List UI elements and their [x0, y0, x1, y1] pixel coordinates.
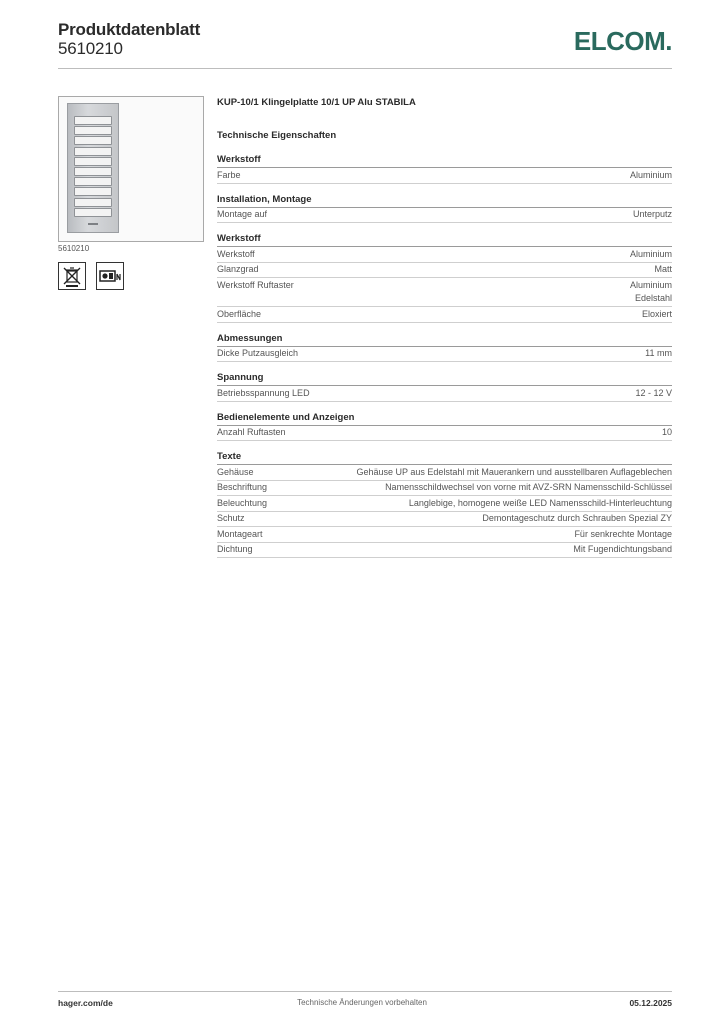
property-row [217, 426, 672, 442]
header [58, 20, 672, 70]
weee-crossed-bin-icon [58, 262, 86, 290]
footer-divider [58, 991, 672, 992]
property-label: Schutz [217, 513, 245, 523]
section-title: Texte [217, 450, 672, 465]
property-value: Aluminium [629, 248, 672, 259]
property-row [217, 496, 672, 512]
property-value: Langlebige, homogene weiße LED Namensschild-Hinterleuchtung [408, 497, 672, 508]
product-details [217, 96, 672, 567]
property-value-line: Aluminium [629, 279, 672, 290]
plate-push-button [74, 157, 112, 166]
property-label: Werkstoff [217, 248, 255, 259]
property-value: Namensschildwechsel von vorne mit AVZ-SRN Namensschild-Schlüssel [385, 482, 672, 492]
property-row [217, 347, 672, 363]
property-value: Mit Fugendichtungsband [573, 544, 672, 554]
document-title: Produktdatenblatt [58, 20, 201, 39]
property-section [217, 332, 672, 363]
property-label: Beschriftung [217, 482, 268, 492]
property-label: Dicke Putzausgleich [217, 348, 299, 358]
doorbell-plate-illustration [67, 103, 119, 233]
property-label: Oberfläche [217, 308, 262, 319]
property-label: Betriebsspannung LED [217, 387, 310, 398]
property-value: Aluminium [629, 169, 672, 180]
section-title: Bedienelemente und Anzeigen [217, 411, 672, 426]
property-row [217, 512, 672, 528]
document-number: 5610210 [58, 39, 123, 58]
product-image [58, 96, 204, 242]
property-value: Demontageschutz durch Schrauben Spezial ZY [482, 513, 672, 523]
property-value: Eloxiert [641, 308, 672, 319]
property-label: Dichtung [217, 544, 253, 554]
header-divider [58, 68, 672, 69]
plate-push-button [74, 136, 112, 145]
section-title: Werkstoff [217, 153, 672, 168]
footer-website: hager.com/de [58, 998, 113, 1008]
property-label: Anzahl Ruftasten [217, 427, 286, 437]
footer-date: 05.12.2025 [629, 998, 672, 1008]
property-value: Unterputz [632, 209, 672, 219]
section-title: Werkstoff [217, 232, 672, 247]
properties-table [217, 153, 672, 558]
technical-properties-heading: Technische Eigenschaften [217, 130, 337, 141]
property-section [217, 411, 672, 442]
property-value: Für senkrechte Montage [574, 528, 672, 539]
property-row [217, 247, 672, 263]
plate-push-button [74, 126, 112, 135]
plate-push-button [74, 116, 112, 125]
plate-push-button [74, 147, 112, 156]
property-row [217, 527, 672, 543]
property-row [217, 168, 672, 184]
property-label: Werkstoff Ruftaster [217, 279, 294, 290]
plate-push-button [74, 177, 112, 186]
property-value: 11 mm [645, 348, 672, 358]
property-value: Matt [654, 264, 672, 274]
property-section [217, 450, 672, 558]
property-value [630, 279, 672, 306]
property-value: Gehäuse UP aus Edelstahl mit Mauerankern und ausstellbaren Auflageblechen [356, 466, 672, 477]
section-title: Installation, Montage [217, 193, 672, 208]
property-value: 12 - 12 V [635, 387, 672, 398]
property-row [217, 386, 672, 402]
property-section [217, 153, 672, 184]
plate-push-button [74, 187, 112, 196]
product-name: KUP-10/1 Klingelplatte 10/1 UP Alu STABILA [217, 97, 416, 108]
property-label: Montageart [217, 528, 263, 539]
property-row [217, 307, 672, 323]
plate-push-button [74, 208, 112, 217]
property-label: Montage auf [217, 209, 268, 219]
property-row [217, 278, 672, 307]
property-row [217, 543, 672, 559]
plate-push-button [74, 167, 112, 176]
section-title: Spannung [217, 371, 672, 386]
property-row [217, 263, 672, 279]
property-label: Farbe [217, 169, 241, 180]
brand-logo: ELCOM. [573, 26, 672, 56]
property-row [217, 465, 672, 481]
led-lighting-icon [96, 262, 124, 290]
section-title: Abmessungen [217, 332, 672, 347]
property-label: Gehäuse [217, 466, 254, 477]
property-row [217, 481, 672, 497]
property-section [217, 193, 672, 224]
footer-notice: Technische Änderungen vorbehalten [297, 998, 427, 1007]
property-value-line: Edelstahl [634, 293, 672, 303]
plate-push-button [74, 198, 112, 207]
property-section [217, 232, 672, 323]
plate-brand-mark [88, 223, 98, 225]
property-value: 10 [661, 427, 672, 437]
property-row [217, 208, 672, 224]
property-label: Glanzgrad [217, 264, 259, 274]
property-section [217, 371, 672, 402]
property-label: Beleuchtung [217, 497, 268, 508]
product-image-code: 5610210 [58, 244, 90, 253]
